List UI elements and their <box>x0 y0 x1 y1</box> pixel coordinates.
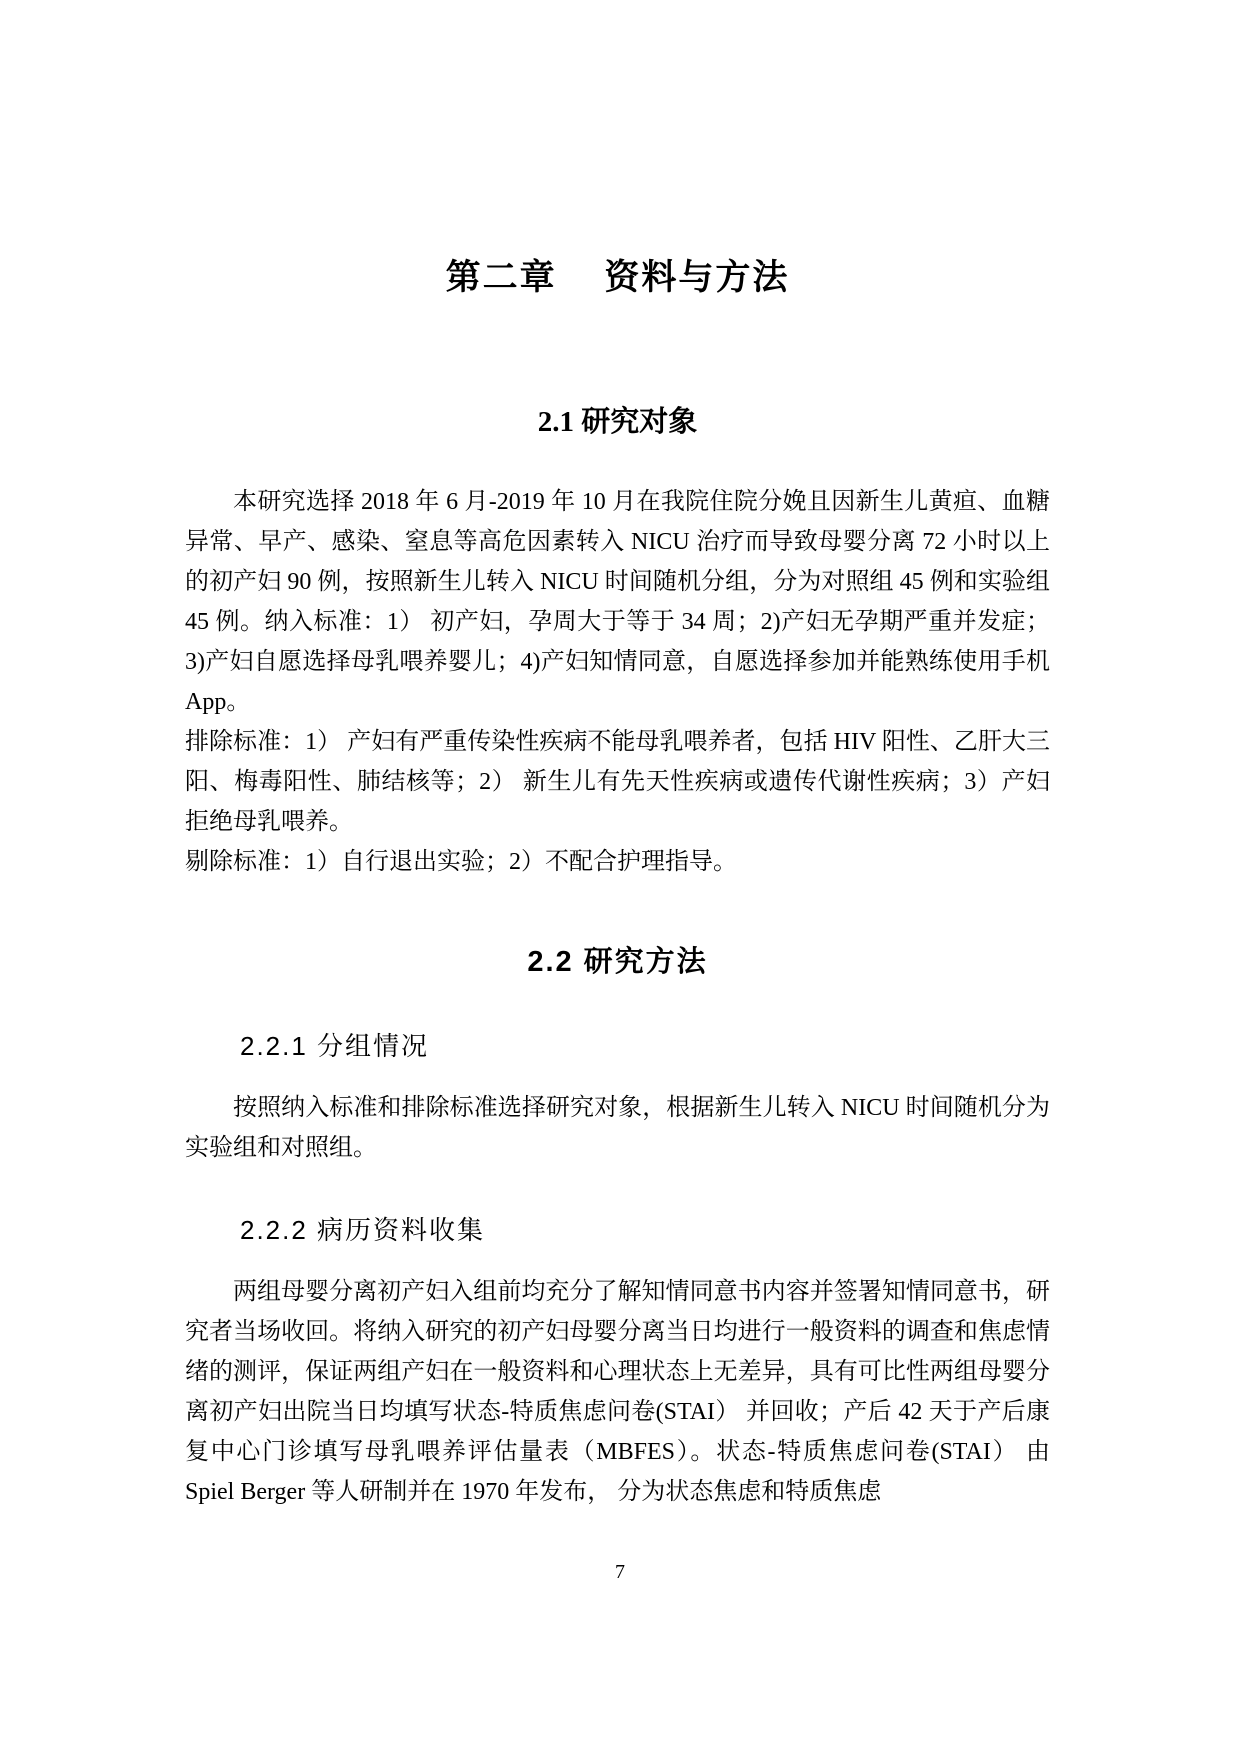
section-heading-2-1: 2.1 研究对象 <box>537 406 698 438</box>
chapter-title: 第二章 资料与方法 <box>445 258 790 297</box>
sub-heading-2-2-1: 2.2.1 分组情况 <box>240 1031 430 1061</box>
sub-heading-2-2-2: 2.2.2 病历资料收集 <box>240 1215 486 1245</box>
paragraph-study-subjects: 本研究选择 2018 年 6 月-2019 年 10 月在我院住院分娩且因新生儿黄疸、血糖异常、早产、感染、窒息等高危因素转入 NICU 治疗而导致母婴分离 72 小时以上的初产妇 90 例，按照新生儿转入 NICU 时间随机分组，分为对照组 45 例和实验组 45 例。纳入标准：1） 初产妇，孕周大于等于 34 周；2)产妇无孕期严重并发症；3)产妇自愿选择母乳喂养婴儿；4)产妇知情同意，自愿选择参加并能熟练使用手机 App。 <box>185 489 1050 715</box>
page-number: 7 <box>615 1561 625 1583</box>
paragraph-data-collection: 两组母婴分离初产妇入组前均充分了解知情同意书内容并签署知情同意书，研究者当场收回。将纳入研究的初产妇母婴分离当日均进行一般资料的调查和焦虑情绪的测评，保证两组产妇在一般资料和心理状态上无差异，具有可比性两组母婴分离初产妇出院当日均填写状态-特质焦虑问卷(STAI） 并回收；产后 42 天于产后康复中心门诊填写母乳喂养评估量表（MBFES）。状态-特质焦虑问卷(STAI） 由 Spiel Berger 等人研制并在 1970 年发布， 分为状态焦虑和特质焦虑 <box>185 1279 1050 1505</box>
paragraph-grouping: 按照纳入标准和排除标准选择研究对象，根据新生儿转入 NICU 时间随机分为实验组和对照组。 <box>185 1095 1050 1161</box>
paragraph-exclusion-criteria: 排除标准：1） 产妇有严重传染性疾病不能母乳喂养者，包括 HIV 阳性、乙肝大三阳、梅毒阳性、肺结核等；2） 新生儿有先天性疾病或遗传代谢性疾病；3）产妇拒绝母乳喂养。 <box>185 729 1050 835</box>
section-heading-2-2: 2.2 研究方法 <box>527 946 708 978</box>
paragraph-elimination-criteria: 剔除标准：1）自行退出实验；2）不配合护理指导。 <box>185 849 737 875</box>
